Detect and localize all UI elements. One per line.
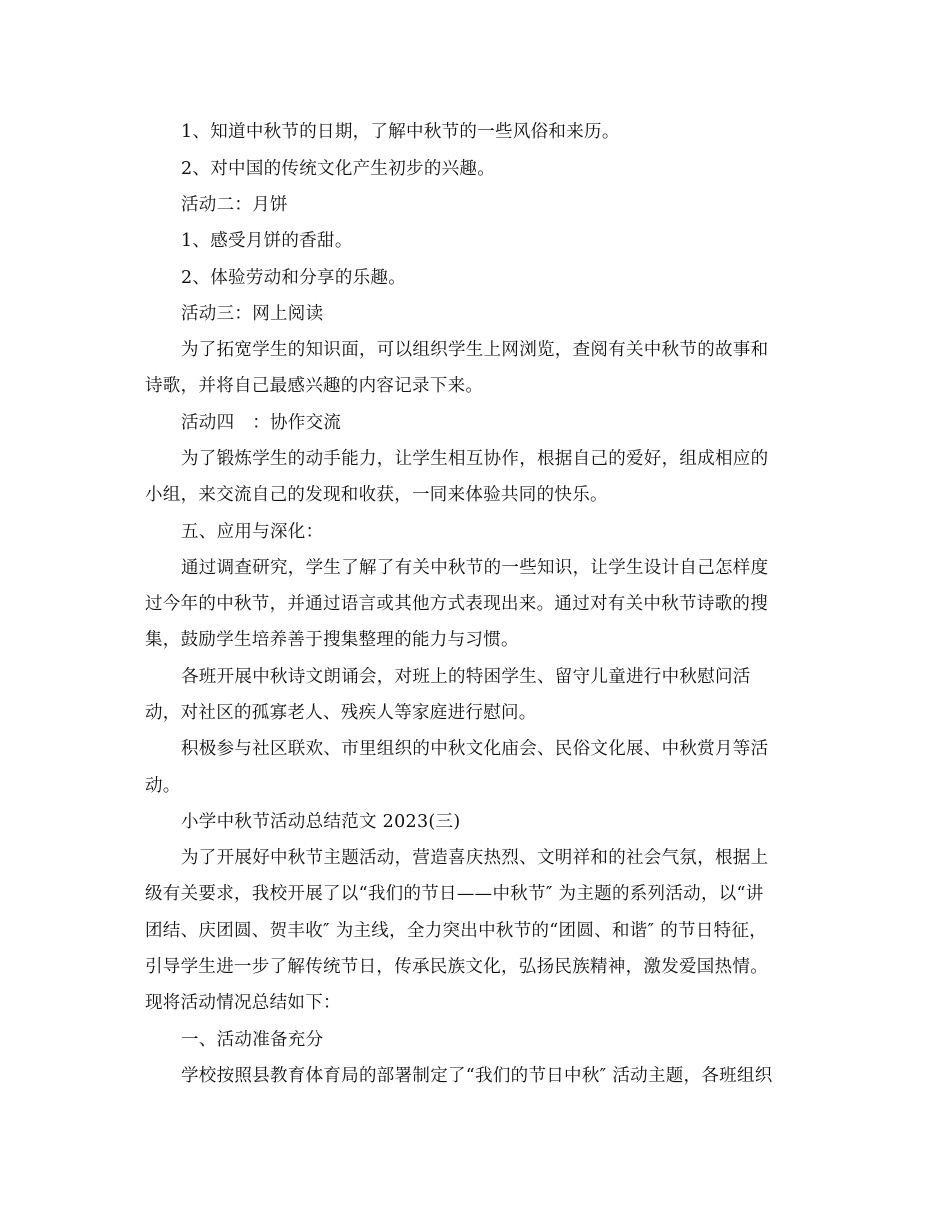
text-line: 通过调查研究，学生了解了有关中秋节的一些知识，让学生设计自己怎样度 xyxy=(181,558,769,578)
text-line: 活动二：月饼 xyxy=(181,195,288,215)
text-line: 诗歌，并将自己最感兴趣的内容记录下来。 xyxy=(145,376,484,396)
text-line: 小组，来交流自己的发现和收获，一同来体验共同的快乐。 xyxy=(145,485,608,505)
text-line: 为了拓宽学生的知识面，可以组织学生上网浏览，查阅有关中秋节的故事和 xyxy=(181,340,769,360)
text-line: 引导学生进一步了解传统节日，传承民族文化，弘扬民族精神，激发爱国热情。 xyxy=(145,957,768,977)
text-line: 为了锻炼学生的动手能力，让学生相互协作，根据自己的爱好，组成相应的 xyxy=(181,449,769,469)
text-line: 过今年的中秋节，并通过语言或其他方式表现出来。通过对有关中秋节诗歌的搜 xyxy=(145,594,768,614)
text-line: 集，鼓励学生培养善于搜集整理的能力与习惯。 xyxy=(145,630,519,650)
text-line: 学校按照县教育体育局的部署制定了“我们的节日中秋″ 活动主题，各班组织 xyxy=(181,1066,773,1086)
text-line: 动，对社区的孤寡老人、残疾人等家庭进行慰问。 xyxy=(145,703,537,723)
text-line: 2、对中国的传统文化产生初步的兴趣。 xyxy=(181,159,496,179)
text-line: 现将活动情况总结如下： xyxy=(145,993,341,1013)
text-line: 活动四 ：协作交流 xyxy=(181,413,342,433)
section-heading: 小学中秋节活动总结范文 2023(三) xyxy=(181,812,461,832)
text-line: 动。 xyxy=(145,776,181,796)
text-line: 活动三：网上阅读 xyxy=(181,304,324,324)
text-line: 为了开展好中秋节主题活动，营造喜庆热烈、文明祥和的社会气氛，根据上 xyxy=(181,848,769,868)
text-line: 团结、庆团圆、贺丰收″ 为主线，全力突出中秋节的“团圆、和谐″ 的节日特征， xyxy=(145,921,768,941)
text-line: 1、感受月饼的香甜。 xyxy=(181,231,353,251)
text-line: 积极参与社区联欢、市里组织的中秋文化庙会、民俗文化展、中秋赏月等活 xyxy=(181,739,769,759)
text-line: 2、体验劳动和分享的乐趣。 xyxy=(181,268,407,288)
text-line: 级有关要求，我校开展了以“我们的节日——中秋节″ 为主题的系列活动，以“讲 xyxy=(145,884,764,904)
text-line: 各班开展中秋诗文朗诵会，对班上的特困学生、留守儿童进行中秋慰问活 xyxy=(181,667,751,687)
text-line: 一、活动准备充分 xyxy=(181,1030,324,1050)
text-line: 1、知道中秋节的日期，了解中秋节的一些风俗和来历。 xyxy=(181,122,620,142)
text-line: 五、应用与深化： xyxy=(181,522,324,542)
